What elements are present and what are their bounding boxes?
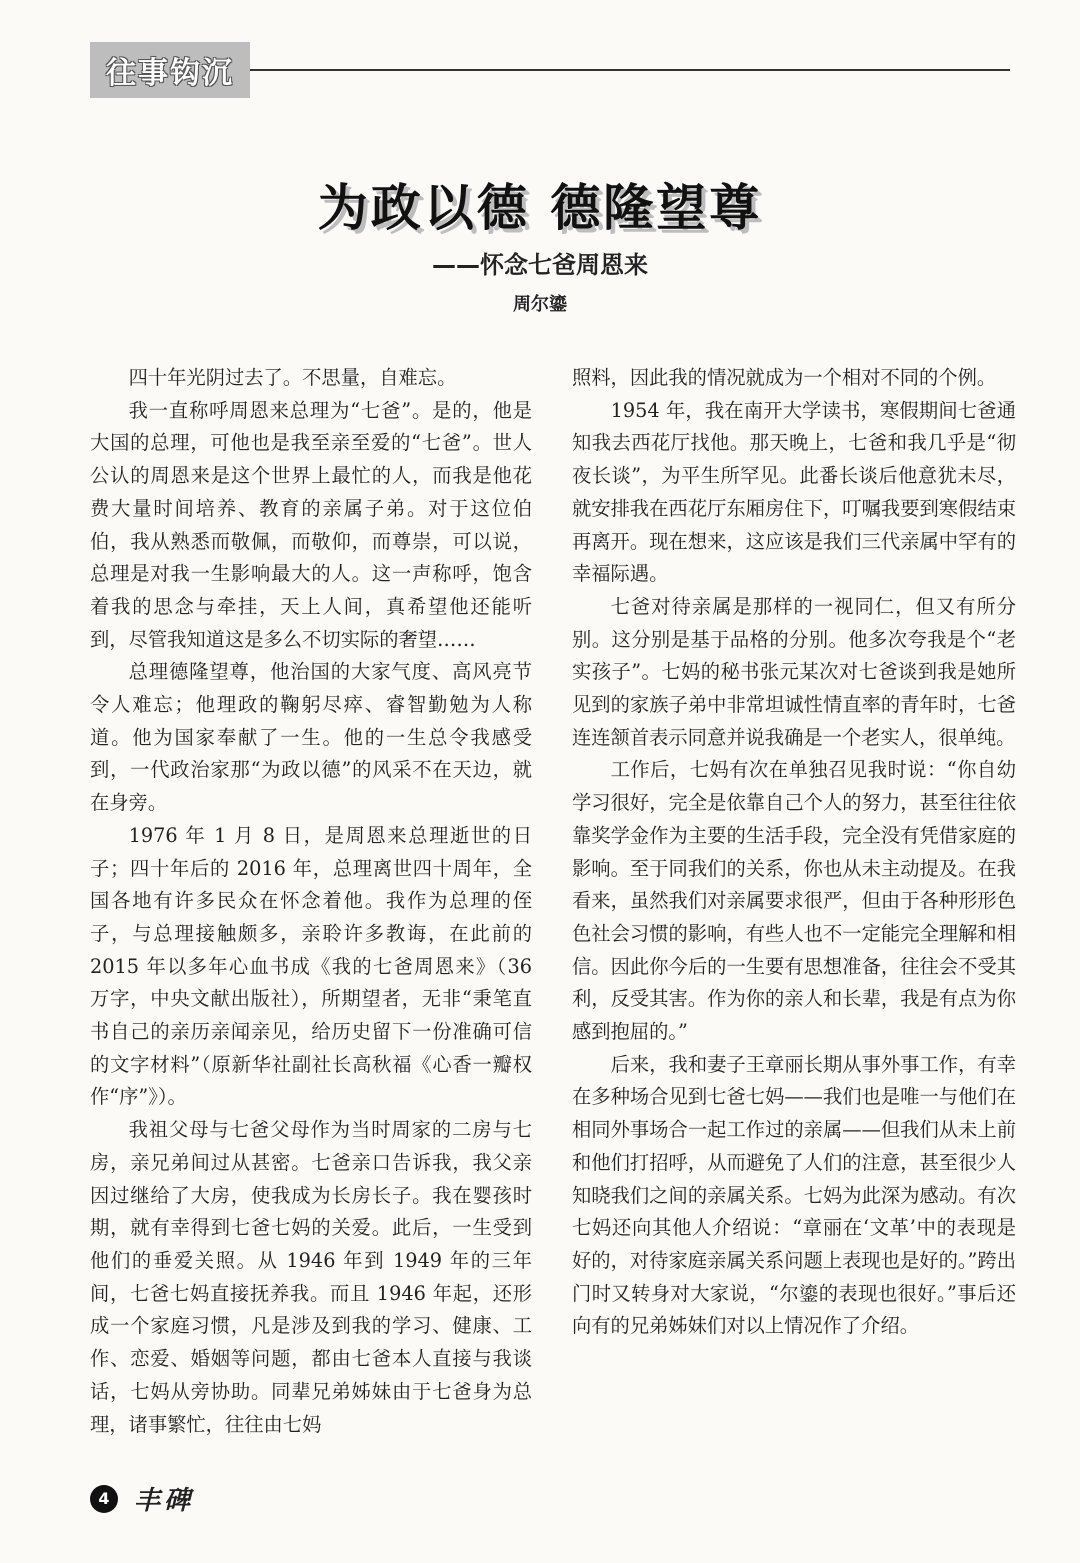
paragraph: 后来，我和妻子王章丽长期从事外事工作，有幸在多种场合见到七爸七妈——我们也是唯一与他们在相同外事场合一起工作过的亲属——但我们从未上前和他们打招呼，从而避免了人们的注意，甚至很少人知晓我们之间的亲属关系。七妈为此深为感动。有次七妈还向其他人介绍说：“章丽在‘文革’中的表现是好的，对待家庭亲属关系问题上表现也是好的。”跨出门时又转身对大家说，“尔鎏的表现也很好。”事后还向有的兄弟姊妹们对以上情况作了介绍。 xyxy=(572,1052,1016,1338)
section-label: 往事钩沉 xyxy=(90,42,250,98)
paragraph-continuation: 照料，因此我的情况就成为一个相对不同的个例。 xyxy=(572,366,997,389)
paragraph: 我一直称呼周恩来总理为“七爸”。是的，他是大国的总理，可他也是我至亲至爱的“七爸”。世人公认的周恩来是这个世界上最忙的人，而我是他花费大量时间培养、教育的亲属子弟。对于这位伯伯，我从熟悉而敬佩，而敬仰，而尊崇，可以说，总理是对我一生影响最大的人。这一声称呼，饱含着我的思念与牵挂，天上人间，真希望他还能听到，尽管我知道这是多么不切实际的奢望…… xyxy=(90,398,532,651)
header-rule xyxy=(250,69,1010,71)
paragraph: 1976 年 1 月 8 日，是周恩来总理逝世的日子；四十年后的 2016 年，总理离世四十周年，全国各地有许多民众在怀念着他。我作为总理的侄子，与总理接触颇多，亲聆许多教诲，在此前的 2015 年以多年心血书成《我的七爸周恩来》（36 万字，中央文献出版社），所期望者，无非“秉笔直书自己的亲历亲闻亲见，给历史留下一份准确可信的文字材料”（原新华社副社长高秋福《心香一瓣权作“序”》）。 xyxy=(90,823,532,1109)
article-subtitle: ——怀念七爸周恩来 xyxy=(432,251,648,279)
paragraph: 四十年光阴过去了。不思量，自难忘。 xyxy=(128,366,457,389)
paragraph: 1954 年，我在南开大学读书，寒假期间七爸通知我去西花厅找他。那天晚上，七爸和我几乎是“彻夜长谈”，为平生所罕见。此番长谈后他意犹未尽，就安排我在西花厅东厢房住下，叮嘱我要到寒假结束再离开。现在想来，这应该是我们三代亲属中罕有的幸福际遇。 xyxy=(572,398,1016,586)
page-number: 4 xyxy=(90,1485,118,1513)
journal-name: 丰碑 xyxy=(134,1486,195,1516)
paragraph: 工作后，七妈有次在单独召见我时说：“你自幼学习很好，完全是依靠自己个人的努力，甚至往往依靠奖学金作为主要的生活手段，完全没有凭借家庭的影响。至于同我们的关系，你也从未主动提及。在我看来，虽然我们对亲属要求很严，但由于各种形形色色社会习惯的影响，有些人也不一定能完全理解和相信。因此你今后的一生要有思想准备，往往会不受其利，反受其害。作为你的亲人和长辈，我是有点为你感到抱屈的。” xyxy=(572,758,1016,1044)
page-footer xyxy=(90,1480,194,1517)
paragraph: 七爸对待亲属是那样的一视同仁，但又有所分别。这分别是基于品格的分别。他多次夸我是个“老实孩子”。七妈的秘书张元某次对七爸谈到我是她所见到的家族子弟中非常坦诚性情直率的青年时，七爸连连颔首表示同意并说我确是一个老实人，很单纯。 xyxy=(572,594,1016,749)
paragraph: 我祖父母与七爸父母作为当时周家的二房与七房，亲兄弟间过从甚密。七爸亲口告诉我，我父亲因过继给了大房，使我成为长房长子。我在婴孩时期，就有幸得到七爸七妈的关爱。此后，一生受到他们的垂爱关照。从 1946 年到 1949 年的三年间，七爸七妈直接抚养我。而且 1946 年起，还形成一个家庭习惯，凡是涉及到我的学习、健康、工作、恋爱、婚姻等问题，都由七爸本人直接与我谈话，七妈从旁协助。同辈兄弟姊妹由于七爸身为总理，诸事繁忙，往往由七妈 xyxy=(90,1118,532,1436)
article-title: 为政以德 德隆望尊 xyxy=(317,179,763,237)
right-column xyxy=(572,362,1016,1343)
paragraph: 总理德隆望尊，他治国的大家气度、高风亮节令人难忘；他理政的鞠躬尽瘁、睿智勤勉为人称道。他为国家奉献了一生。他的一生总令我感受到，一代政治家那“为政以德”的风采不在天边，就在身旁。 xyxy=(90,660,532,815)
article-author: 周尔鎏 xyxy=(513,294,567,315)
left-column xyxy=(90,362,532,1441)
